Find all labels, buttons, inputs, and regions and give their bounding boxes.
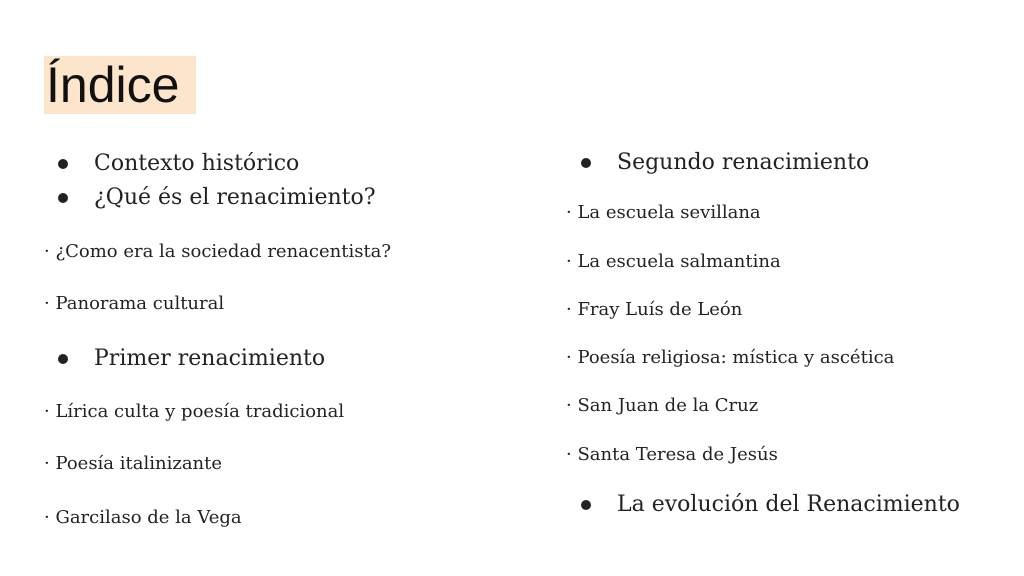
page-title: Índice: [46, 57, 180, 113]
bullet-item-segundo-renacimiento: [581, 149, 869, 177]
subitem-sociedad: · ¿Como era la sociedad renacentista?: [44, 241, 392, 262]
subitem-san-juan: · San Juan de la Cruz: [566, 395, 759, 416]
bullet-label: La evolución del Renacimiento: [617, 492, 960, 517]
bullet-dot-icon: [58, 354, 68, 364]
subitem-fray-luis: · Fray Luís de León: [566, 299, 743, 320]
subitem-lirica: · Lírica culta y poesía tradicional: [44, 401, 345, 422]
bullet-dot-icon: [58, 193, 68, 203]
subitem-santa-teresa: · Santa Teresa de Jesús: [566, 444, 778, 465]
subitem-escuela-salmantina: · La escuela salmantina: [566, 251, 781, 272]
bullet-item-primer-renacimiento: [58, 345, 325, 373]
bullet-label: Contexto histórico: [94, 151, 300, 176]
bullet-label: Primer renacimiento: [94, 346, 326, 371]
subitem-panorama: · Panorama cultural: [44, 293, 225, 314]
bullet-dot-icon: [581, 158, 591, 168]
bullet-dot-icon: [581, 500, 591, 510]
bullet-item-que-es: [58, 184, 376, 212]
subitem-garcilaso: · Garcilaso de la Vega: [44, 507, 242, 528]
subitem-escuela-sevillana: · La escuela sevillana: [566, 202, 761, 223]
subitem-poesia-italinizante: · Poesía italinizante: [44, 453, 223, 474]
bullet-label: ¿Qué és el renacimiento?: [94, 185, 376, 210]
bullet-label: Segundo renacimiento: [617, 150, 870, 175]
bullet-item-contexto: [58, 150, 299, 178]
bullet-item-evolucion: [581, 491, 960, 519]
bullet-dot-icon: [58, 159, 68, 169]
subitem-poesia-religiosa: · Poesía religiosa: mística y ascética: [566, 347, 895, 368]
